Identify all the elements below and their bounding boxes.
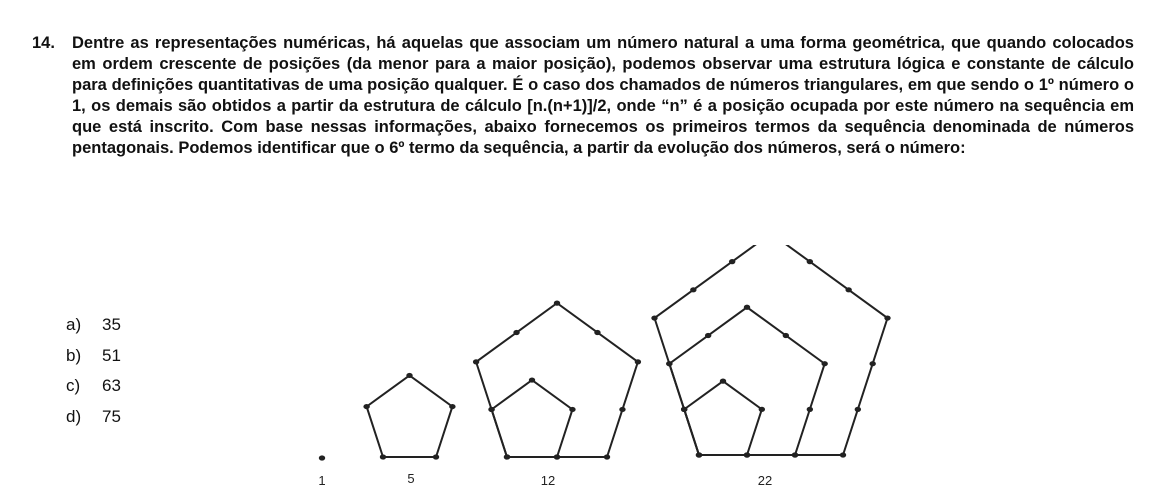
pentagon-dot: [840, 452, 846, 457]
pentagon-dot: [363, 404, 369, 409]
option-letter: d): [66, 406, 82, 426]
option-a[interactable]: [66, 310, 121, 341]
pentagon-dot: [729, 259, 735, 264]
pentagon-dot: [406, 373, 412, 378]
answer-options: [66, 310, 121, 432]
pentagon-dot: [807, 407, 813, 412]
pentagon-outline: [367, 375, 453, 457]
pentagon-dot: [651, 315, 657, 320]
option-value: 35: [102, 315, 121, 334]
pentagon-dot: [529, 377, 535, 382]
question-number: 14.: [32, 34, 55, 52]
question-text: Dentre as representações numéricas, há aquelas que associam um número natural a uma forma geométrica, que quando colocados em ordem crescente de posições (da menor para a maior posição), podemos observar uma estrutura lógica e constante de cálculo para definições quantitativas de uma posição qualquer. É o caso dos chamados de números triangulares, em que sendo o 1º número o 1, os demais são obtidos a partir da estrutura de cálculo [n.(n+1)]/2, onde “n” é a posição ocupada por este número na sequência em que está inscrito. Com base nessas informações, abaixo fornecemos os primeiros termos da sequência denominada de números pentagonais. Podemos identificar que o 6º termo da sequência, a partir da evolução dos números, será o número:: [72, 34, 1134, 157]
pentagon-dot: [720, 379, 726, 384]
option-letter: a): [66, 315, 82, 334]
pentagon-dot: [884, 315, 890, 320]
pentagon-dot: [845, 287, 851, 292]
pentagon-dot: [783, 333, 789, 338]
pentagon-dot: [696, 452, 702, 457]
pentagon-dot: [821, 361, 827, 366]
pentagon-dot: [792, 452, 798, 457]
pentagon-dot: [759, 407, 765, 412]
pentagon-dot: [380, 454, 386, 459]
option-letter: c): [66, 376, 81, 395]
pentagon-dot: [569, 407, 575, 412]
pentagonal-diagram: [300, 245, 920, 495]
option-value: 63: [102, 376, 121, 395]
figure-label-22: 22: [757, 473, 773, 488]
pentagon-dot: [449, 404, 455, 409]
pentagon-dot: [744, 452, 750, 457]
figure-label-5: 5: [407, 471, 415, 486]
pentagon-dot: [554, 454, 560, 459]
pentagon-dot: [554, 301, 560, 306]
pentagon-dot: [681, 407, 687, 412]
option-b[interactable]: [66, 341, 121, 372]
option-c[interactable]: [66, 371, 121, 402]
pentagon-dot: [619, 407, 625, 412]
pentagon-dot: [433, 454, 439, 459]
option-d[interactable]: [66, 402, 121, 433]
pentagon-dot: [690, 287, 696, 292]
pentagonal-numbers-figure: [300, 245, 920, 500]
question: [32, 33, 1137, 159]
pentagon-dot: [869, 361, 875, 366]
pentagon-dot: [488, 407, 494, 412]
option-value: 51: [102, 345, 121, 365]
pentagon-dot: [635, 359, 641, 364]
pentagon-dot: [604, 454, 610, 459]
figure-label-1: 1: [318, 473, 326, 488]
pentagon-dot: [744, 305, 750, 310]
pentagon-outline: [476, 303, 638, 457]
pentagon-dot: [705, 333, 711, 338]
pentagon-dot: [473, 359, 479, 364]
pentagon-dot: [807, 259, 813, 264]
pentagon-dot: [513, 330, 519, 335]
pentagon-dot: [666, 361, 672, 366]
pentagon-dot: [594, 330, 600, 335]
pentagon-dot: [319, 455, 325, 460]
option-letter: b): [66, 345, 82, 365]
figure-label-12: 12: [540, 473, 556, 488]
option-value: 75: [102, 406, 121, 426]
pentagon-dot: [855, 407, 861, 412]
pentagon-dot: [504, 454, 510, 459]
